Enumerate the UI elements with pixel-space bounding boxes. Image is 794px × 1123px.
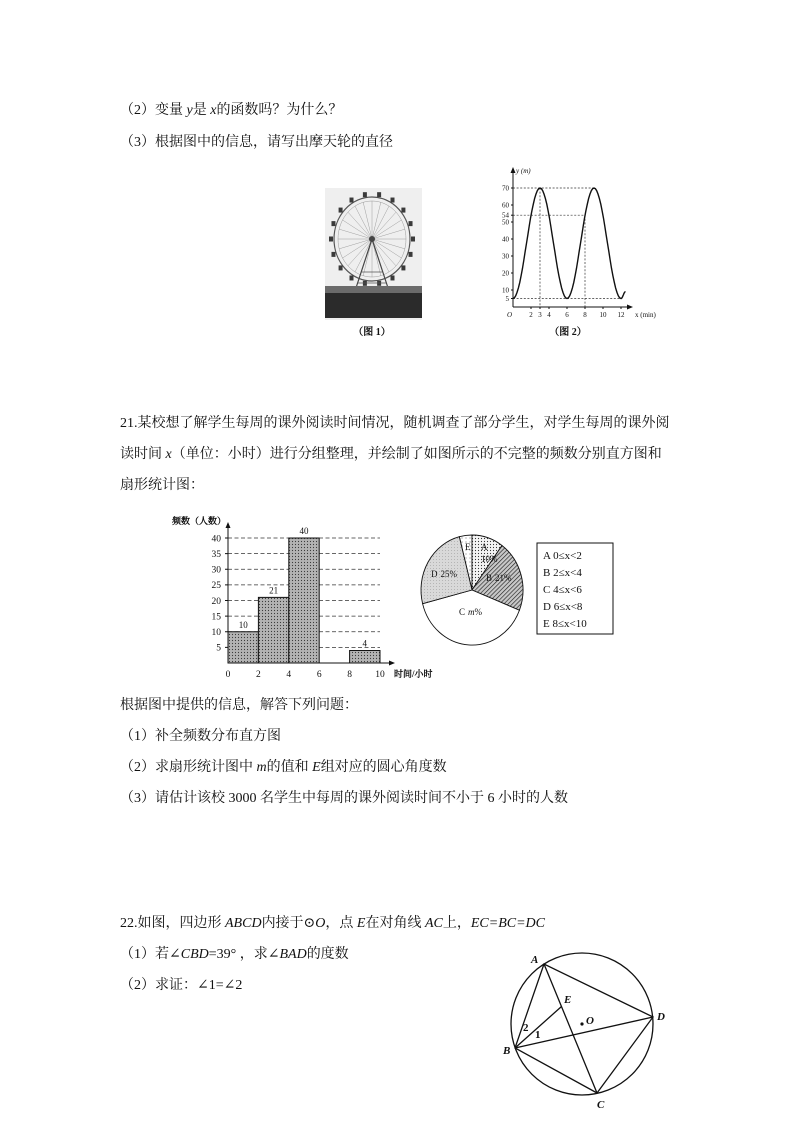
y-tick-label: 30: [211, 565, 221, 576]
q22-stem: [120, 914, 545, 934]
label-d: D: [657, 1011, 665, 1023]
y-tick-label: 30: [502, 252, 509, 261]
y-tick-label: 35: [211, 549, 221, 560]
var-abcd: ABCD: [225, 916, 262, 931]
var-cbd: CBD: [180, 947, 209, 962]
histogram-bar: [228, 632, 258, 663]
wheel-cabin: [391, 275, 395, 280]
figure-1-caption: （图 1）: [353, 327, 391, 338]
wheel-cabin: [409, 221, 413, 226]
x-tick-label: 0: [225, 670, 231, 680]
slice-letter: B: [486, 573, 493, 583]
x-tick-label: 8: [583, 311, 587, 319]
y-axis-arrow: [226, 522, 231, 528]
label-a: A: [531, 954, 539, 966]
text: 读时间: [120, 447, 166, 462]
y-tick-label: 10: [211, 628, 221, 639]
ferris-wheel-photo: [325, 188, 422, 320]
legend-item: C 4≤x<6: [543, 584, 582, 596]
bar-value-label: 4: [362, 638, 368, 649]
text: 上，: [442, 916, 471, 931]
pie-label-c: [459, 607, 483, 617]
text: （2）变量: [120, 103, 187, 118]
slice-percent-var: m: [468, 607, 475, 617]
x-axis-label: 时间/小时: [394, 669, 433, 679]
var-ac: AC: [424, 916, 443, 931]
q21-stem-line2: [120, 445, 662, 465]
x-axis-arrow: [389, 661, 395, 666]
text: 的度数: [306, 947, 349, 962]
label-o: O: [586, 1015, 594, 1027]
histogram-bar: [258, 597, 288, 663]
y-axis-label: 频数（人数）: [172, 516, 227, 526]
wheel-cabin: [401, 208, 405, 213]
histogram-bar: [289, 538, 319, 663]
wheel-cabin: [411, 237, 415, 242]
label-angle-2: 2: [523, 1022, 529, 1034]
wheel-cabin: [329, 237, 333, 242]
var-o: O: [315, 916, 326, 931]
x-tick-label: 3: [538, 311, 542, 319]
slice-letter: A: [481, 542, 488, 552]
y-tick-label: 20: [502, 269, 509, 278]
graph-marks: [502, 167, 633, 319]
q21-part2: [120, 758, 447, 778]
histogram-bar: [350, 651, 380, 664]
bar-value-label: 10: [238, 619, 248, 630]
ground: [325, 293, 422, 318]
x-axis-label: x (min): [635, 311, 656, 319]
pie-marks: [421, 535, 523, 645]
wheel-cabin: [331, 252, 335, 257]
text: 的值和: [266, 760, 313, 775]
label-b: B: [503, 1045, 511, 1057]
text: （2）求扇形统计图中: [120, 760, 257, 775]
q20-part2: [120, 101, 342, 121]
y-tick-label: 5: [505, 294, 509, 303]
wheel-cabin: [331, 221, 335, 226]
text: （单位：小时）进行分组整理，并绘制了如图所示的不完整的频数分别直方图和: [171, 447, 662, 462]
figure-2-caption: （图 2）: [549, 327, 587, 338]
slice-letter: C: [459, 607, 466, 617]
legend-item: E 8≤x<10: [543, 618, 587, 630]
slice-letter: D: [431, 569, 438, 579]
var-y: y: [186, 103, 193, 118]
slice-percent: 10%: [481, 554, 498, 564]
equation: EC=BC=DC: [470, 916, 545, 931]
y-tick-label: 15: [211, 612, 221, 623]
var-bad: BAD: [279, 947, 307, 962]
wheel-cabin: [339, 208, 343, 213]
bar-value-label: 40: [299, 526, 309, 536]
diagonal-ac: [544, 964, 597, 1093]
y-axis-label: y (m): [516, 167, 531, 175]
circle-quadrilateral-figure: [495, 945, 670, 1115]
q21-stem-line1: 21.某校想了解学生每周的课外阅读时间情况，随机调查了部分学生，对学生每周的课外阅: [120, 416, 670, 431]
label-e: E: [564, 994, 572, 1006]
legend-item: A 0≤x<2: [543, 550, 582, 562]
q22-part2: （2）求证：∠1=∠2: [120, 978, 243, 993]
q21-stem-line3: 扇形统计图：: [120, 478, 204, 493]
slice-letter: E: [465, 542, 471, 552]
legend-item: D 6≤x<8: [543, 601, 583, 613]
text: 在对角线: [365, 916, 425, 931]
slice-percent: 25%: [440, 569, 457, 579]
slice-percent-sign: %: [474, 607, 483, 617]
text: 22.如图，四边形: [120, 916, 225, 931]
y-tick-label: 70: [502, 184, 509, 193]
q22-part1: [120, 945, 349, 965]
y-tick-label: 50: [502, 218, 509, 227]
text: 是: [192, 103, 211, 118]
var-x: x: [165, 447, 172, 462]
wheel-cabin: [409, 252, 413, 257]
x-tick-label: 2: [256, 670, 261, 680]
text: 的函数吗？为什么？: [216, 103, 343, 118]
x-axis-arrow: [627, 305, 633, 310]
text: 组对应的圆心角度数: [320, 760, 447, 775]
wheel-cabin: [391, 198, 395, 203]
var-e: E: [312, 760, 321, 775]
x-tick-label: 12: [617, 311, 625, 319]
text: 内接于⊙: [261, 916, 316, 931]
x-tick-label: 8: [347, 670, 352, 680]
q21-prompt: 根据图中提供的信息，解答下列问题：: [120, 698, 358, 713]
y-tick-label: 10: [502, 286, 509, 295]
bar-value-label: 21: [269, 585, 279, 596]
var-x: x: [210, 103, 217, 118]
slice-percent: [468, 607, 483, 617]
q21-part1: （1）补全频数分布直方图: [120, 729, 281, 744]
pie-label-e: [465, 542, 471, 552]
y-tick-label: 5: [216, 643, 221, 654]
x-tick-label: 10: [599, 311, 607, 319]
y-axis-arrow: [511, 167, 516, 173]
y-tick-label: 40: [211, 534, 221, 545]
legend-item: B 2≤x<4: [543, 567, 582, 579]
text: =39° ，求∠: [208, 947, 280, 962]
x-tick-label: 4: [547, 311, 551, 319]
x-tick-label: 6: [565, 311, 569, 319]
wheel-cabin: [350, 198, 354, 203]
wheel-cabin: [363, 192, 367, 197]
origin-label: O: [507, 311, 513, 319]
slice-percent: 21%: [495, 573, 512, 583]
label-c: C: [597, 1099, 605, 1111]
pie-label-d: [431, 569, 458, 579]
text: ，点: [325, 916, 357, 931]
var-e: E: [356, 916, 366, 931]
x-tick-label: 4: [286, 670, 292, 680]
q21-part3: （3）请估计该校 3000 名学生中每周的课外阅读时间不小于 6 小时的人数: [120, 791, 568, 806]
x-tick-label: 2: [529, 311, 533, 319]
y-tick-label: 60: [502, 201, 509, 210]
tree-line: [325, 286, 422, 294]
y-tick-label: 20: [211, 596, 221, 607]
histogram-marks: [212, 522, 396, 680]
wheel-cabin: [350, 275, 354, 280]
ferris-height-graph: [498, 162, 663, 324]
frequency-histogram: [165, 505, 443, 687]
text: （1）若∠: [120, 947, 181, 962]
y-tick-label: 54: [502, 211, 509, 220]
wheel-cabin: [377, 192, 381, 197]
label-angle-1: 1: [535, 1029, 541, 1041]
wheel-cabin: [339, 265, 343, 270]
q20-part3: （3）根据图中的信息，请写出摩天轮的直径: [120, 135, 393, 150]
wheel-cabin: [401, 265, 405, 270]
x-tick-label: 6: [316, 670, 322, 680]
height-curve: [513, 188, 626, 299]
pie-chart: [415, 528, 620, 653]
y-tick-label: 25: [211, 581, 221, 592]
y-tick-label: 40: [502, 235, 509, 244]
pie-label-b: [486, 573, 512, 583]
var-m: m: [256, 760, 267, 775]
x-tick-label: 10: [375, 670, 385, 680]
center-point: [580, 1022, 583, 1025]
